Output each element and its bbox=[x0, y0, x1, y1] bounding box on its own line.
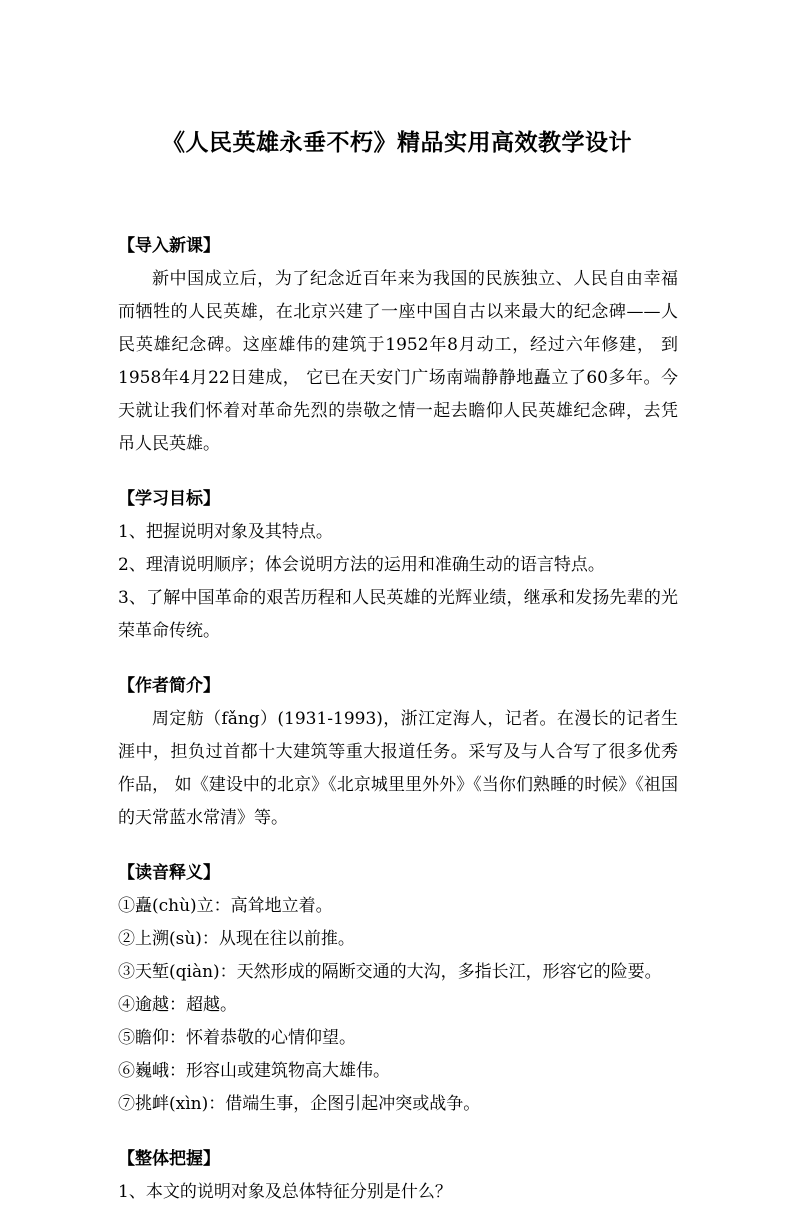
section-heading-overview: 【整体把握】 bbox=[118, 1149, 220, 1169]
section-heading-goals: 【学习目标】 bbox=[118, 489, 220, 509]
goal-item: 2、理清说明顺序；体会说明方法的运用和准确生动的语言特点。 bbox=[118, 555, 605, 575]
section-spacer bbox=[118, 1121, 678, 1143]
section-spacer bbox=[118, 648, 678, 670]
author-paragraph: 周定舫（fǎng）(1931-1993)，浙江定海人，记者。在漫长的记者生涯中，担负过首都十大建筑等重大报道任务。采写及与人合写了很多优秀作品， 如《建设中的北京》《北京城里里外外》《当你们熟睡的时候》《祖国的天常蓝水常清》等。 bbox=[118, 709, 678, 828]
section-spacer bbox=[118, 461, 678, 483]
section-overview bbox=[118, 1143, 678, 1209]
vocab-item: ②上溯(sù)：从现在往以前推。 bbox=[118, 929, 355, 949]
intro-paragraph: 新中国成立后，为了纪念近百年来为我国的民族独立、人民自由幸福而牺牲的人民英雄，在北京兴建了一座中国自古以来最大的纪念碑——人民英雄纪念碑。这座雄伟的建筑于1952年8月动工，经过六年修建， 到1958年4月22日建成， 它已在天安门广场南端静静地矗立了60多年。今天就让我们怀着对革命先烈的崇敬之情一起去瞻仰人民英雄纪念碑，去凭吊人民英雄。 bbox=[118, 269, 678, 454]
vocab-item: ③天堑(qiàn)：天然形成的隔断交通的大沟，多指长江，形容它的险要。 bbox=[118, 962, 662, 982]
goal-item: 3、了解中国革命的艰苦历程和人民英雄的光辉业绩，继承和发扬先辈的光荣革命传统。 bbox=[118, 588, 678, 641]
vocab-item: ①矗(chù)立：高耸地立着。 bbox=[118, 896, 333, 916]
section-intro bbox=[118, 230, 678, 461]
section-vocab bbox=[118, 857, 678, 1121]
section-author bbox=[118, 670, 678, 835]
document-title: 《人民英雄永垂不朽》精品实用高效教学设计 bbox=[162, 130, 632, 156]
section-heading-intro: 【导入新课】 bbox=[118, 236, 220, 256]
section-goals bbox=[118, 483, 678, 648]
vocab-item: ⑤瞻仰：怀着恭敬的心情仰望。 bbox=[118, 1028, 356, 1048]
section-heading-author: 【作者简介】 bbox=[118, 676, 220, 696]
vocab-item: ⑥巍峨：形容山或建筑物高大雄伟。 bbox=[118, 1061, 390, 1081]
goal-item: 1、把握说明对象及其特点。 bbox=[118, 522, 333, 542]
vocab-item: ⑦挑衅(xìn)：借端生事，企图引起冲突或战争。 bbox=[118, 1094, 481, 1114]
section-heading-vocab: 【读音释义】 bbox=[118, 863, 220, 883]
section-spacer bbox=[118, 835, 678, 857]
vocab-item: ④逾越：超越。 bbox=[118, 995, 237, 1015]
document-body bbox=[118, 230, 678, 1209]
overview-question: 1、本文的说明对象及总体特征分别是什么？ bbox=[118, 1182, 452, 1202]
